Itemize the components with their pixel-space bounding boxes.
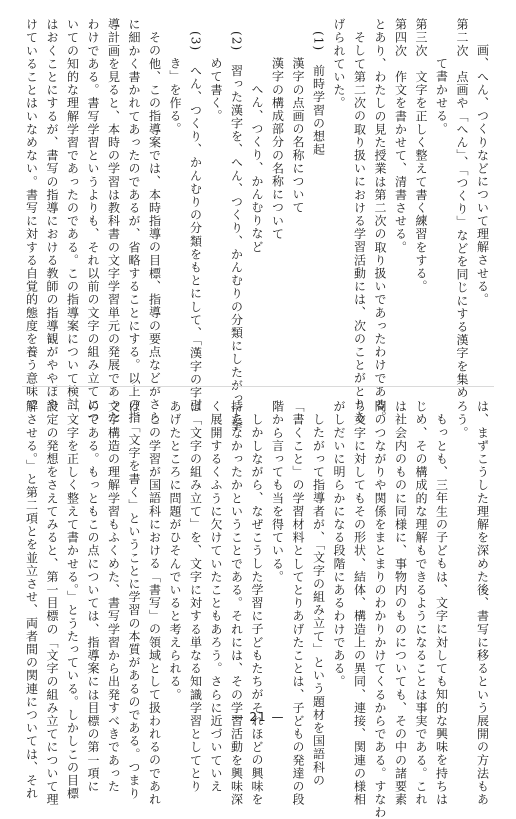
text-column: 解させる。」と第二項とを並立させ、両者間の関連については、それ — [24, 400, 39, 801]
text-column: 持たなかったかということである。それには、その学習活動を興味深 — [229, 400, 244, 807]
text-column: 階から言っても当を得ている。 — [270, 400, 285, 584]
text-column: て書かせる。 — [434, 57, 449, 136]
text-column: 第三次 文字を正しく整えて書く練習をする。 — [414, 18, 428, 294]
text-column: その他、この指導案では、本時指導の目標、指導の要点などがさら — [147, 31, 162, 424]
text-column: めて書く。 — [209, 57, 223, 123]
text-column: 導計画を見ると、本時の学習は教科書の文字学習単元の発展であった — [106, 18, 121, 425]
text-column: 「書くこと」の学習材料としてとりあげたことは、子どもの発達の段 — [291, 400, 305, 807]
text-column: はおくことにするが、書写の指導における教師の指導観がややぼや — [45, 18, 59, 411]
text-column: いての知的な理解学習であったのである。この指導案について検討 — [65, 18, 80, 411]
text-column: ち文字に対してもその形状、結体、構造上の異同、連接、関連の様相 — [352, 400, 367, 807]
text-column: わけである。書写学習というよりも、それ以前の文字の組み立てにつ — [86, 18, 100, 425]
text-column: あげたところに問題がひそんでいると考えられる。 — [168, 400, 182, 702]
text-column: は社会内のものに同様に、事物内のものについても、その中の諸要素 — [393, 400, 408, 807]
text-column: がしだいに明らかになる段階にあるわけである。 — [332, 400, 346, 689]
text-column: 第二次 点画や「へん」、「つくり」などを同じにする漢字を集め — [455, 18, 469, 399]
text-column: とあり、わたしの見た授業は第二次の取り扱いであったわけである。 — [373, 18, 387, 425]
text-column: は、まずこうした理解を深めた後、書写に移るという展開の方法もあ — [475, 400, 490, 807]
text-column: けていることはいなめない。書写に対する自覚的態度を養う意味で — [24, 18, 39, 411]
text-column: く展開するくふうに欠けていたこともあろう。さらに近づいていえ — [209, 400, 223, 793]
text-column: に細かく書かれてあったのであるが、省略することにする。以上の指 — [127, 18, 141, 425]
page-number: — 21 — — [231, 710, 285, 724]
text-column: げられていた。 — [332, 18, 346, 110]
text-column: 第四次 作文を書かせて、清書させる。 — [393, 18, 408, 254]
text-column: (1) 前時学習の想起 — [311, 31, 326, 157]
text-column: しかしながら、なぜこうした学習に子どもたちがそれほどの興味を — [250, 413, 264, 806]
text-column: 画、へん、つくりなどについて理解させる。 — [475, 44, 490, 306]
text-column: (3) へん、つくり、かんむりの分類をもとにして、「漢字の字引 — [188, 31, 203, 413]
text-column: 設定の発想をさえてみると、第一目標の「文字の組み立てについて理 — [45, 400, 59, 807]
text-column: き」を作る。 — [168, 57, 182, 136]
text-column: ば、「文字を書く」ということに学習の本質があるのである。つまり — [127, 400, 141, 801]
text-column: ば「文字の組み立て」を、文字に対する単なる知識学習としてとり — [188, 400, 203, 793]
text-column: じめ、その構成的な理解もできるようになることは事実である。これ — [414, 400, 428, 807]
text-column: 間のつながりや関係をまとまりのわかりかけてくるからである。すなわ — [373, 400, 387, 819]
text-column: 漢字の点画の名称について — [291, 57, 305, 215]
text-column: したがって指導者が、「文字の組み立て」という題材を国語科の — [311, 413, 326, 787]
text-column: もっとも、三年生の子どもは、文字に対しても知的な興味を持ちは — [434, 413, 449, 806]
text-column: 「文字を正しく整えて書かせる。」とうたっている。しかしこの目標 — [65, 400, 80, 801]
text-column: この学習が国語科における「書写」の領域として扱われるのであれ — [147, 413, 162, 806]
text-column: へん、つくり、かんむりなど — [250, 83, 264, 254]
section-divider — [22, 386, 494, 387]
text-column: のである。もっともこの点については、指導案には目標の第一項に — [86, 400, 100, 793]
text-column: そして第二次の取り扱いにおける学習活動には、次のことがとりあ — [352, 31, 367, 424]
text-column: (2) 習った漢字を、へん、つくり、かんむりの分類にしたがって拳 — [229, 31, 244, 432]
text-column: ろう。 — [455, 400, 469, 440]
text-column: 文字構造の理解学習もふくめた、書写学習から出発すべきであった — [106, 400, 121, 793]
text-column: 漢字の構成部分の名称について — [270, 57, 285, 241]
